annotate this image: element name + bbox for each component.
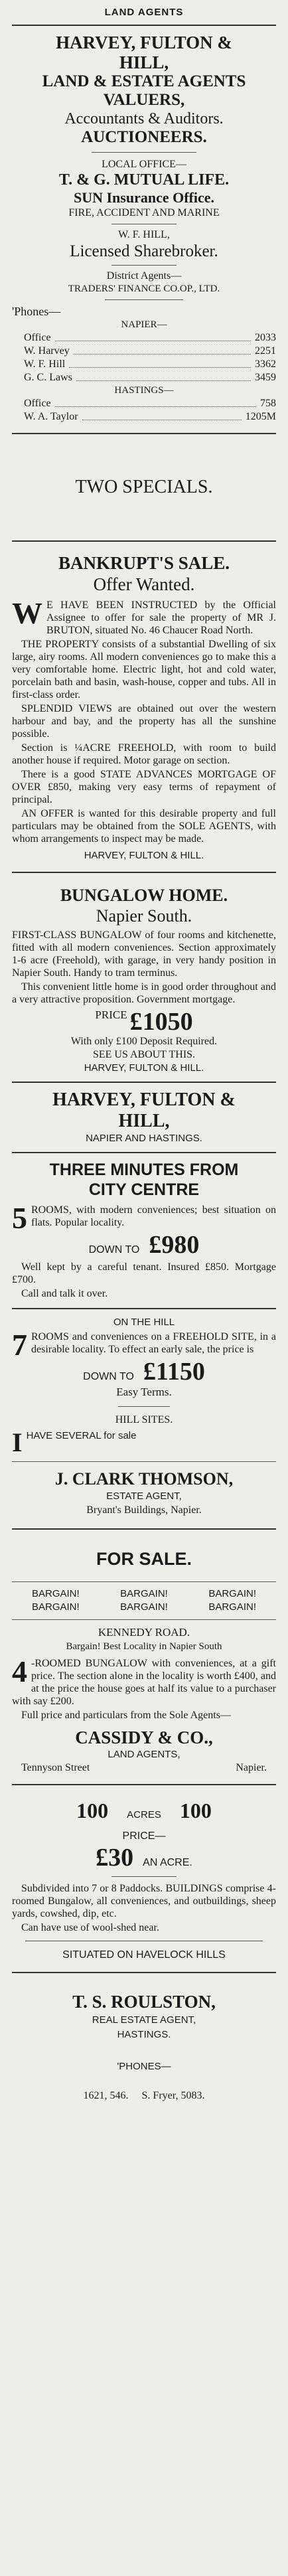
bargain-row bbox=[12, 1587, 276, 1601]
roulston-role: REAL ESTATE AGENT, bbox=[92, 2014, 196, 2026]
roulston-phones-label: 'PHONES— bbox=[117, 2061, 171, 2072]
clark-address: Bryant's Buildings, Napier. bbox=[86, 1504, 202, 1516]
divider bbox=[12, 1528, 276, 1530]
for-sale-p2: Full price and particulars from the Sole Agents— bbox=[21, 1710, 231, 1721]
bargain-line: Bargain! Best Locality in Napier South bbox=[66, 1641, 222, 1652]
cassidy-street: Tennyson Street bbox=[21, 1762, 90, 1773]
acres-number: 100 bbox=[76, 1799, 109, 1822]
price-label: PRICE— bbox=[122, 1830, 166, 1842]
roulston-ad bbox=[12, 1980, 276, 2103]
firm-name-line1: HARVEY, FULTON & bbox=[56, 33, 232, 52]
roulston-name: T. S. ROULSTON, bbox=[72, 1992, 216, 2012]
district-agents: District Agents— bbox=[106, 270, 182, 282]
divider bbox=[12, 433, 276, 434]
divider bbox=[12, 1152, 276, 1153]
three-min-p2: Well kept by a careful tenant. Insured £850. Mortgage £700. bbox=[12, 1261, 276, 1285]
phone-number: 1205M bbox=[245, 411, 276, 422]
firm-name-line2: HILL, bbox=[118, 1111, 170, 1131]
bargain-label: BARGAIN! bbox=[208, 1601, 256, 1613]
havelock-hills: SITUATED ON HAVELOCK HILLS bbox=[62, 1949, 226, 1961]
divider bbox=[12, 25, 276, 26]
phone-row bbox=[12, 397, 276, 410]
divider bbox=[12, 1082, 276, 1083]
divider bbox=[111, 1876, 177, 1877]
bungalow-p2: This convenient little home is in good order throughout and a very attractive proposition. Government mortgage. bbox=[12, 981, 276, 1005]
bankrupt-sale-ad bbox=[12, 548, 276, 862]
for-sale-ad bbox=[12, 1536, 276, 1723]
hastings-label: HASTINGS— bbox=[114, 385, 174, 396]
phone-name: G. C. Laws bbox=[24, 372, 72, 383]
phone-row bbox=[12, 331, 276, 345]
drop-cap: 4 bbox=[12, 1654, 27, 1688]
newspaper-column bbox=[5, 0, 283, 2569]
phone-number: 3459 bbox=[255, 372, 276, 383]
acre-price: £30 bbox=[96, 1844, 134, 1872]
cassidy-role: LAND AGENTS, bbox=[108, 1749, 180, 1760]
hill-sites: HILL SITES. bbox=[115, 1414, 173, 1425]
phone-row bbox=[12, 345, 276, 358]
bungalow-p1: FIRST-CLASS BUNGALOW of four rooms and kitchenette, fitted with all modern conveniences. Section approximately 1-6 acre (Freehold), with garage, in very handy position in Napier South. Handy to tram terminus. bbox=[12, 929, 276, 979]
firm-line5: Accountants & Auditors. bbox=[64, 110, 224, 127]
firm-name-line2: HILL, bbox=[119, 52, 169, 72]
bankrupt-p4: Section is ¼ACRE FREEHOLD, with room to build another house if required. Motor garage on section. bbox=[12, 742, 276, 766]
tg-mutual: T. & G. MUTUAL LIFE. bbox=[58, 171, 230, 189]
divider bbox=[12, 1308, 276, 1309]
bankrupt-p1: E HAVE BEEN INSTRUCTED by the Official Assignee to offer for sale the property of MR J. BRUTON, situated No. 46 Chaucer Road North. bbox=[46, 600, 276, 636]
hastings-phone-list bbox=[12, 397, 276, 424]
divider bbox=[111, 265, 177, 266]
divider bbox=[92, 152, 196, 153]
bankrupt-p6: AN OFFER is wanted for this desirable property and full particulars may be obtained from the SOLE AGENTS, with whom arrangements to inspect may be made. bbox=[12, 808, 276, 845]
divider bbox=[12, 1461, 276, 1462]
cassidy-town: Napier. bbox=[236, 1762, 267, 1773]
licensed-sharebroker: Licensed Sharebroker. bbox=[70, 242, 218, 260]
on-the-hill-ad bbox=[12, 1316, 276, 1455]
acres-number: 100 bbox=[179, 1799, 212, 1822]
phones-label: 'Phones— bbox=[12, 305, 61, 318]
cassidy-name: CASSIDY & CO., bbox=[75, 1728, 213, 1747]
phone-number: 2033 bbox=[255, 332, 276, 343]
bargain-label: BARGAIN! bbox=[120, 1588, 168, 1599]
leader-dots bbox=[76, 371, 251, 381]
drop-cap: 7 bbox=[12, 1328, 27, 1362]
bungalow-home-ad bbox=[12, 880, 276, 1075]
three-min-call: Call and talk it over. bbox=[21, 1288, 108, 1299]
local-office: LOCAL OFFICE— bbox=[102, 159, 186, 170]
bankrupt-subtitle: Offer Wanted. bbox=[93, 574, 195, 594]
acres-label: ACRES bbox=[127, 1809, 161, 1820]
firm-location: NAPIER AND HASTINGS. bbox=[86, 1133, 202, 1144]
traders-finance: TRADERS' FINANCE CO.OP., LTD. bbox=[68, 283, 220, 294]
bankrupt-title: BANKRUPT'S SALE. bbox=[58, 553, 230, 573]
divider bbox=[105, 299, 183, 300]
bankrupt-p5: There is a good STATE ADVANCES MORTGAGE OF OVER £850, making very easy terms of repayment of principal. bbox=[12, 769, 276, 805]
hundred-p2: Can have use of wool-shed near. bbox=[21, 1922, 159, 1933]
have-several: HAVE SEVERAL for sale bbox=[26, 1430, 137, 1441]
hill-p1: ROOMS and conveniences on a FREEHOLD SITE, in a desirable locality. To effect an early sale, the price is bbox=[31, 1331, 276, 1355]
phone-name: W. F. Hill bbox=[24, 359, 66, 370]
hundred-acres-ad bbox=[12, 1792, 276, 1963]
cassidy-address bbox=[12, 1761, 276, 1775]
clark-thomson-ad bbox=[12, 1469, 276, 1518]
bargain-label: BARGAIN! bbox=[32, 1588, 80, 1599]
bungalow-title: BUNGALOW HOME. bbox=[60, 886, 228, 905]
leader-dots bbox=[55, 331, 251, 341]
hill-price: £1150 bbox=[143, 1358, 205, 1386]
roulston-phones: 1621, 546. S. Fryer, 5083. bbox=[83, 2090, 205, 2101]
drop-cap: 5 bbox=[12, 1201, 27, 1235]
phone-row bbox=[12, 358, 276, 371]
acres-heading bbox=[12, 1799, 276, 1823]
section-header: LAND AGENTS bbox=[104, 7, 184, 18]
sun-insurance: SUN Insurance Office. bbox=[73, 189, 215, 206]
firm-line4: VALUERS, bbox=[103, 91, 185, 109]
acre-price-row bbox=[12, 1844, 276, 1871]
cassidy-ad bbox=[12, 1727, 276, 1775]
firm-line3: LAND & ESTATE AGENTS bbox=[42, 72, 246, 90]
leader-dots bbox=[69, 358, 251, 368]
three-minutes-ad bbox=[12, 1160, 276, 1301]
deposit-note: With only £100 Deposit Required. bbox=[70, 1036, 218, 1047]
bargain-row bbox=[12, 1601, 276, 1614]
hill-header: ON THE HILL bbox=[113, 1317, 175, 1328]
down-to-label: DOWN TO bbox=[88, 1244, 140, 1255]
divider bbox=[12, 1972, 276, 1973]
easy-terms: Easy Terms. bbox=[116, 1386, 172, 1398]
phone-name: Office bbox=[24, 332, 51, 343]
see-us-note: SEE US ABOUT THIS. bbox=[92, 1049, 196, 1060]
bungalow-subtitle: Napier South. bbox=[96, 906, 192, 926]
phone-row bbox=[12, 410, 276, 424]
bargain-label: BARGAIN! bbox=[32, 1601, 80, 1613]
clark-name: J. CLARK THOMSON, bbox=[54, 1469, 234, 1489]
phone-name: W. A. Taylor bbox=[24, 411, 78, 422]
three-min-price: £980 bbox=[149, 1231, 200, 1259]
hundred-p1: Subdivided into 7 or 8 Paddocks. BUILDINGS comprise 4-roomed Bungalow, all conveniences, and outbuildings, sheep yards, cowshed, dip, etc. bbox=[12, 1883, 276, 1919]
phone-name: Office bbox=[24, 398, 51, 409]
down-to-label: DOWN TO bbox=[83, 1371, 134, 1382]
phone-number: 2251 bbox=[255, 345, 276, 357]
harvey-fulton-hill-ad bbox=[12, 33, 276, 424]
bankrupt-p2: THE PROPERTY consists of a substantial Dwelling of six large, airy rooms. All modern conveniences go to make this a very comfortable home. Electric light, hot and cold water, porcelain bath and basin, wash-house, copper and tubs. All in first-class order. bbox=[12, 639, 276, 700]
divider bbox=[12, 540, 276, 542]
three-min-title1: THREE MINUTES FROM bbox=[49, 1161, 239, 1179]
bungalow-price: £1050 bbox=[129, 1008, 193, 1036]
two-specials-heading: TWO SPECIALS. bbox=[75, 477, 213, 497]
divider bbox=[118, 1406, 170, 1407]
for-sale-p1: -ROOMED BUNGALOW with conveniences, at a gift price. The section alone in the locality is worth £400, and at the price the house goes at half its value to a purchaser with say £200. bbox=[12, 1658, 276, 1707]
an-acre-label: AN ACRE. bbox=[143, 1857, 192, 1868]
for-sale-title: FOR SALE. bbox=[96, 1549, 192, 1569]
wf-hill: W. F. HILL, bbox=[118, 229, 170, 240]
phone-number: 3362 bbox=[255, 359, 276, 370]
leader-dots bbox=[82, 410, 242, 420]
divider bbox=[12, 1784, 276, 1785]
leader-dots bbox=[74, 345, 251, 355]
kennedy-road: KENNEDY ROAD. bbox=[98, 1626, 190, 1639]
bargain-label: BARGAIN! bbox=[208, 1588, 256, 1599]
divider bbox=[12, 1581, 276, 1582]
napier-label: NAPIER— bbox=[121, 319, 167, 330]
bungalow-signature: HARVEY, FULTON & HILL. bbox=[84, 1062, 204, 1074]
three-min-p1: ROOMS, with modern conveniences; best situation on flats. Popular locality. bbox=[31, 1204, 276, 1228]
divider bbox=[12, 872, 276, 873]
roulston-town: HASTINGS. bbox=[117, 2029, 171, 2040]
clark-role: ESTATE AGENT, bbox=[106, 1490, 182, 1502]
firm-name-line1: HARVEY, FULTON & bbox=[52, 1089, 236, 1110]
price-label: PRICE bbox=[95, 1008, 127, 1021]
phone-row bbox=[12, 371, 276, 384]
harvey-footer-ad bbox=[12, 1089, 276, 1145]
leader-dots bbox=[55, 397, 256, 407]
fire-accident: FIRE, ACCIDENT AND MARINE bbox=[68, 207, 220, 218]
phone-number: 758 bbox=[260, 398, 276, 409]
three-min-title2: CITY CENTRE bbox=[88, 1180, 200, 1199]
bankrupt-signature: HARVEY, FULTON & HILL. bbox=[84, 850, 204, 861]
napier-phone-list bbox=[12, 331, 276, 384]
firm-line6: AUCTIONEERS. bbox=[81, 128, 207, 146]
bankrupt-p3: SPLENDID VIEWS are obtained out over the western harbour and bay, and the property has all the sunshine possible. bbox=[12, 703, 276, 740]
divider bbox=[12, 1619, 276, 1620]
bargain-label: BARGAIN! bbox=[120, 1601, 168, 1613]
drop-cap: I bbox=[12, 1427, 23, 1455]
phone-name: W. Harvey bbox=[24, 345, 70, 357]
drop-cap: W bbox=[12, 596, 42, 630]
